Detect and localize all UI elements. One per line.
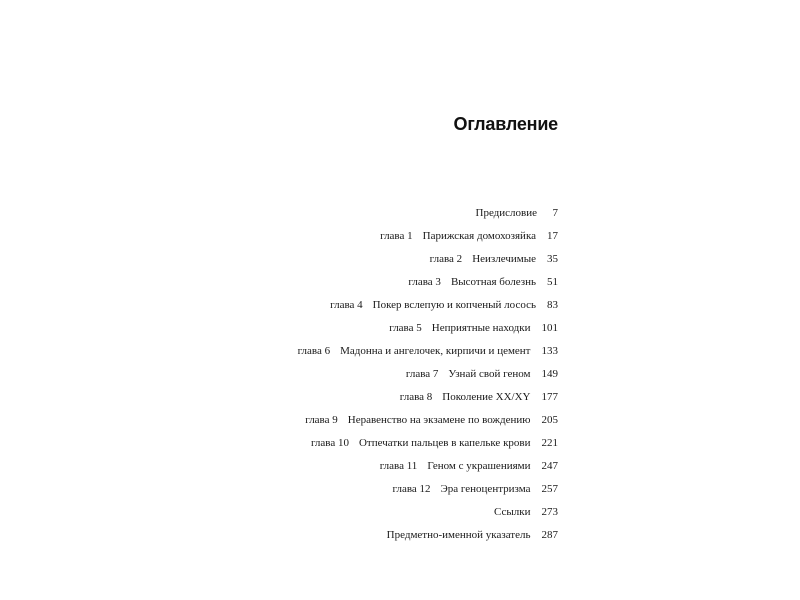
toc-entry-title: Неприятные находки [431,321,531,334]
toc-entry-page: 51 [547,275,558,288]
toc-entry-page: 149 [541,367,558,380]
toc-entry-chapter: глава 12 [392,482,431,495]
toc-entry-chapter: глава 11 [379,459,418,472]
toc-entry-page: 205 [541,413,558,426]
toc-entry-page: 257 [541,482,558,495]
toc-entry-chapter: глава 4 [330,298,363,311]
toc-entry [298,362,558,385]
toc-entry-page: 133 [541,344,558,357]
toc-entry-title: Узнай свой геном [448,367,531,380]
toc-entry-chapter: глава 7 [405,367,439,380]
toc-entry [298,477,558,500]
toc-entry [298,270,558,293]
toc-entry-title: Мадонна и ангелочек, кирпичи и цемент [340,344,531,357]
toc-entry [298,293,558,316]
toc-entry-chapter: глава 2 [429,252,463,265]
toc-entry-page: 101 [541,321,558,334]
toc-entry-title: Геном с украшениями [427,459,531,472]
toc-entry-title: Ссылки [494,505,531,518]
toc-entry-page: 83 [547,298,558,311]
toc-entry [298,523,558,546]
toc-entry-title: Неравенство на экзамене по вождению [347,413,531,426]
toc-entry-title: Отпечатки пальцев в капельке крови [358,436,531,449]
toc-entry [298,454,558,477]
toc-entry [298,201,558,224]
toc-entry [298,408,558,431]
toc-entry-page: 247 [541,459,558,472]
toc-list [298,201,558,546]
toc-entry-title: Парижская домохозяйка [422,229,536,242]
toc-entry-chapter: глава 9 [305,413,338,426]
toc-entry [298,500,558,523]
toc-entry-chapter: глава 8 [399,390,433,403]
toc-entry [298,385,558,408]
toc-heading: Оглавление [453,114,558,134]
toc-entry-chapter: глава 10 [310,436,349,449]
toc-entry-chapter: глава 3 [408,275,441,288]
toc-entry [298,431,558,454]
toc-entry-chapter: глава 1 [380,229,413,242]
toc-entry-page: 35 [547,252,558,265]
toc-entry-title: Предисловие [475,206,537,219]
toc-entry-page: 177 [541,390,558,403]
toc-entry [298,247,558,270]
toc-entry-chapter: глава 5 [389,321,422,334]
toc-entry-page: 221 [541,436,558,449]
toc-entry [298,339,558,362]
toc-entry-title: Предметно-именной указатель [386,528,531,541]
toc-entry-title: Покер вслепую и копченый лосось [372,298,536,311]
toc-entry-title: Поколение XX/XY [442,390,531,403]
toc-entry-page: 287 [541,528,558,541]
toc-entry-page: 273 [541,505,558,518]
toc-entry-page: 7 [552,206,558,219]
toc-entry-title: Высотная болезнь [450,275,536,288]
toc-entry-title: Эра геноцентризма [440,482,531,495]
toc-entry-page: 17 [547,229,558,242]
toc-entry [298,316,558,339]
toc-entry-chapter: глава 6 [297,344,331,357]
toc-entry [298,224,558,247]
toc-entry-title: Неизлечимые [472,252,536,265]
